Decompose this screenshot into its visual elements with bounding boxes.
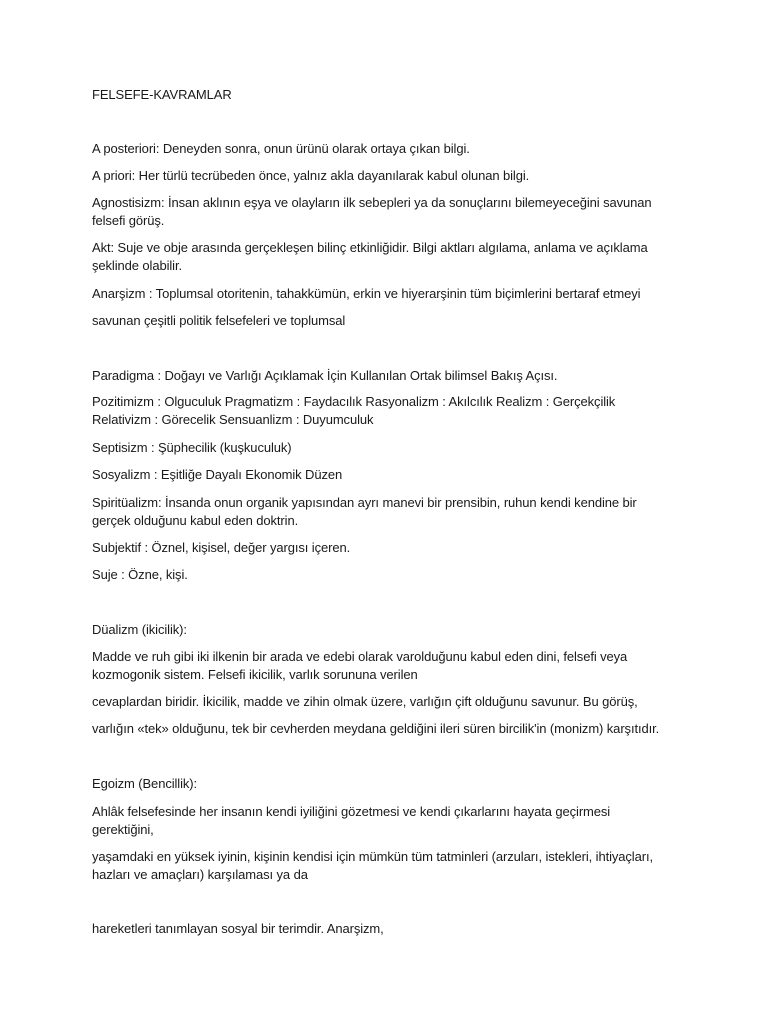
paragraph: varlığın «tek» olduğunu, tek bir cevherden meydana geldiğini ileri süren bircilik'in (monizm) karşıtıdır. (92, 721, 660, 736)
section-heading: Egoizm (Bencillik): (92, 776, 198, 791)
paragraph: Paradigma : Doğayı ve Varlığı Açıklamak İçin Kullanılan Ortak bilimsel Bakış Açısı. (92, 368, 558, 383)
paragraph: yaşamdaki en yüksek iyinin, kişinin kendisi için mümkün tüm tatminleri (arzuları, istekleri, ihtiyaçları, hazları ve amaçları) karşılaması ya da (92, 849, 653, 882)
paragraph: Pozitimizm : Olguculuk Pragmatizm : Faydacılık Rasyonalizm : Akılcılık Realizm : Gerçekçilik Relativizm : Görecelik Sensuanlizm : Duyumculuk (92, 394, 616, 427)
paragraph: Ahlâk felsefesinde her insanın kendi iyiliğini gözetmesi ve kendi çıkarlarını hayata geçirmesi gerektiğini, (92, 804, 611, 837)
paragraph: Suje : Özne, kişi. (92, 567, 188, 582)
paragraph: Sosyalizm : Eşitliğe Dayalı Ekonomik Düzen (92, 467, 343, 482)
paragraph: savunan çeşitli politik felsefeleri ve toplumsal (92, 313, 346, 328)
paragraph: Agnostisizm: İnsan aklının eşya ve olayların ilk sebepleri ya da sonuçlarını bilemeyeceğini savunan felsefi görüş. (92, 195, 652, 228)
paragraph: Madde ve ruh gibi iki ilkenin bir arada ve edebi olarak varolduğunu kabul eden dini, felsefi veya kozmogonik sistem. Felsefi ikicilik, varlık sorununa verilen (92, 649, 628, 682)
paragraph: Anarşizm : Toplumsal otoritenin, tahakkümün, erkin ve hiyerarşinin tüm biçimlerini bertaraf etmeyi (92, 286, 641, 301)
paragraph: A posteriori: Deneyden sonra, onun ürünü olarak ortaya çıkan bilgi. (92, 141, 470, 156)
paragraph: Septisizm : Şüphecilik (kuşkuculuk) (92, 440, 292, 455)
paragraph: Spiritüalizm: İnsanda onun organik yapısından ayrı manevi bir prensibin, ruhun kendi kendine bir gerçek olduğunu kabul eden doktrin. (92, 495, 637, 528)
paragraph: hareketleri tanımlayan sosyal bir terimdir. Anarşizm, (92, 921, 384, 936)
section-heading: Düalizm (ikicilik): (92, 622, 187, 637)
document-title: FELSEFE-KAVRAMLAR (92, 87, 232, 102)
paragraph: Subjektif : Öznel, kişisel, değer yargısı içeren. (92, 540, 351, 555)
paragraph: A priori: Her türlü tecrübeden önce, yalnız akla dayanılarak kabul olunan bilgi. (92, 168, 530, 183)
paragraph: cevaplardan biridir. İkicilik, madde ve zihin olmak üzere, varlığın çift olduğunu savunur. Bu görüş, (92, 694, 638, 709)
paragraph: Akt: Suje ve obje arasında gerçekleşen bilinç etkinliğidir. Bilgi aktları algılama, anlama ve açıklama şeklinde olabilir. (92, 240, 648, 273)
